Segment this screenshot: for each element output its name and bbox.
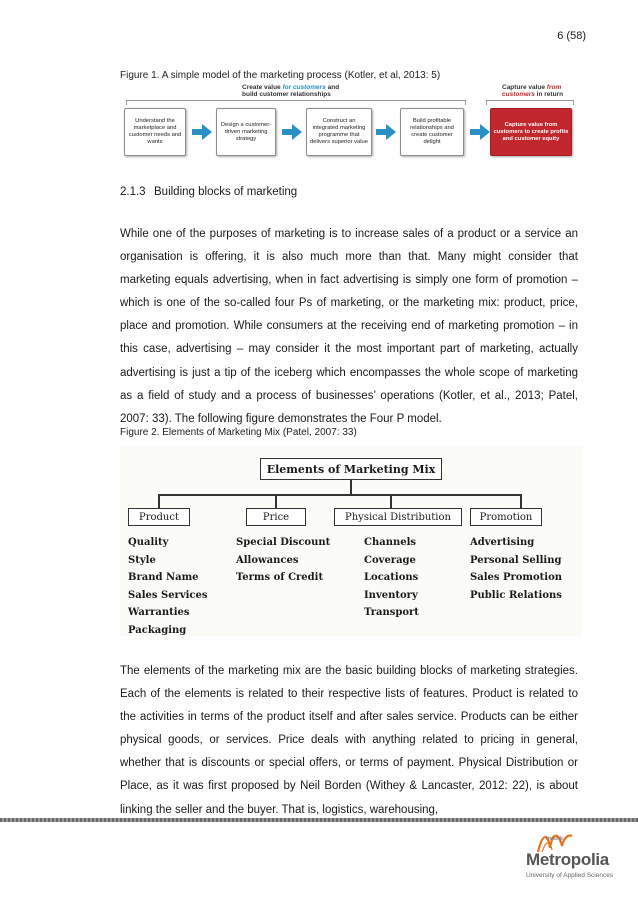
section-number: 2.1.3 [120, 186, 146, 198]
connector-line [390, 494, 392, 508]
list-item: Channels [364, 537, 417, 548]
list-item: Transport [364, 607, 419, 618]
list-item: Advertising [470, 537, 535, 548]
create-value-label: Create value for customers and build customer relationships [242, 84, 340, 98]
page-number: 6 (58) [557, 30, 586, 42]
list-item: Brand Name [128, 572, 199, 583]
category-product: Product [128, 508, 190, 526]
list-item: Inventory [364, 589, 418, 601]
connector-line [350, 480, 352, 494]
distribution-items [364, 534, 419, 622]
list-item: Sales Services [128, 589, 208, 601]
list-item: Special Discount [236, 537, 331, 548]
category-price: Price [246, 508, 306, 526]
metropolia-logo [516, 836, 626, 896]
paragraph-1: While one of the purposes of marketing is to increase sales of a product or a service an organisation is offering, it is also much more than that. Many might consider that marketing equals advertising, when in fact advertising is simply one form of promotion – which is one of the so-called four Ps of marketing, or the marketing mix: product, price, place and promotion. While consumers at the receiving end of marketing promotion – in this case, advertising – may consider it the most important part of marketing, actually advertising is just a tip of the iceberg which encompasses the whole scope of marketing as a field of study and a process of businesses’ operations (Kotler, et al., 2013; Patel, 2007: 33). The following figure demonstrates the Four P model. [120, 228, 578, 425]
marketing-mix-title-box: Elements of Marketing Mix [260, 458, 442, 480]
figure-1-marketing-process [120, 84, 574, 164]
connector-line [158, 494, 160, 508]
step-construct-programme: Construct an integrated marketing programme that delivers superior value [306, 108, 372, 156]
list-item: Warranties [128, 607, 190, 618]
list-item: Personal Selling [470, 554, 562, 566]
list-item: Public Relations [470, 589, 562, 601]
arrow-right-icon [386, 124, 396, 140]
list-item: Coverage [364, 554, 416, 566]
price-items [236, 534, 330, 587]
arrow-right-icon [202, 124, 212, 140]
arrow-right-icon [292, 124, 302, 140]
list-item: Terms of Credit [236, 572, 324, 583]
list-item: Sales Promotion [470, 572, 563, 583]
logo-subtitle: University of Applied Sciences [526, 872, 614, 879]
section-title: Building blocks of marketing [154, 186, 298, 198]
list-item: Allowances [236, 554, 299, 566]
promotion-items [470, 534, 562, 604]
connector-line [275, 494, 277, 508]
product-items [128, 534, 208, 639]
create-value-bracket [126, 100, 466, 105]
list-item: Packaging [128, 624, 187, 636]
logo-name: Metropolia [526, 850, 609, 869]
list-item: Quality [128, 537, 169, 548]
step-understand-marketplace: Understand the marketplace and customer needs and wants [124, 108, 186, 156]
section-heading [120, 186, 297, 198]
step-design-strategy: Design a customer-driven marketing strategy [216, 108, 276, 156]
capture-value-label: Capture value from customers in return [502, 84, 564, 98]
paragraph-2: The elements of the marketing mix are the basic building blocks of marketing strategies. Each of the elements is related to their respective lists of features. Product is related to the activities in terms of the product itself and after sales service. Products can be either physical goods, or services. Price deals with anything related to pricing in general, whether that is discounts or special offers, or terms of payment. Physical Distribution or Place, as it was first proposed by Neil Borden (Withey & Lancaster, 2012: 22), is about linking the seller and the buyer. That is, logistics, warehousing, [120, 665, 578, 816]
figure-1-caption: Figure 1. A simple model of the marketing process (Kotler, et al, 2013: 5) [120, 70, 441, 81]
logo-top-text: Helsinki [546, 836, 564, 842]
step-build-relationships: Build profitable relationships and create customer delight [400, 108, 464, 156]
figure-2-marketing-mix [120, 446, 582, 636]
category-promotion: Promotion [470, 508, 542, 526]
category-physical-distribution: Physical Distribution [334, 508, 462, 526]
list-item: Locations [364, 572, 419, 583]
capture-value-bracket [486, 100, 574, 105]
list-item: Style [128, 554, 156, 566]
footer-divider [0, 818, 638, 822]
arrow-right-icon [480, 124, 490, 140]
connector-line [520, 494, 522, 508]
connector-line [158, 494, 520, 496]
step-capture-value: Capture value from customers to create profits and customer equity [490, 108, 572, 156]
figure-2-caption: Figure 2. Elements of Marketing Mix (Patel, 2007: 33) [120, 427, 357, 438]
